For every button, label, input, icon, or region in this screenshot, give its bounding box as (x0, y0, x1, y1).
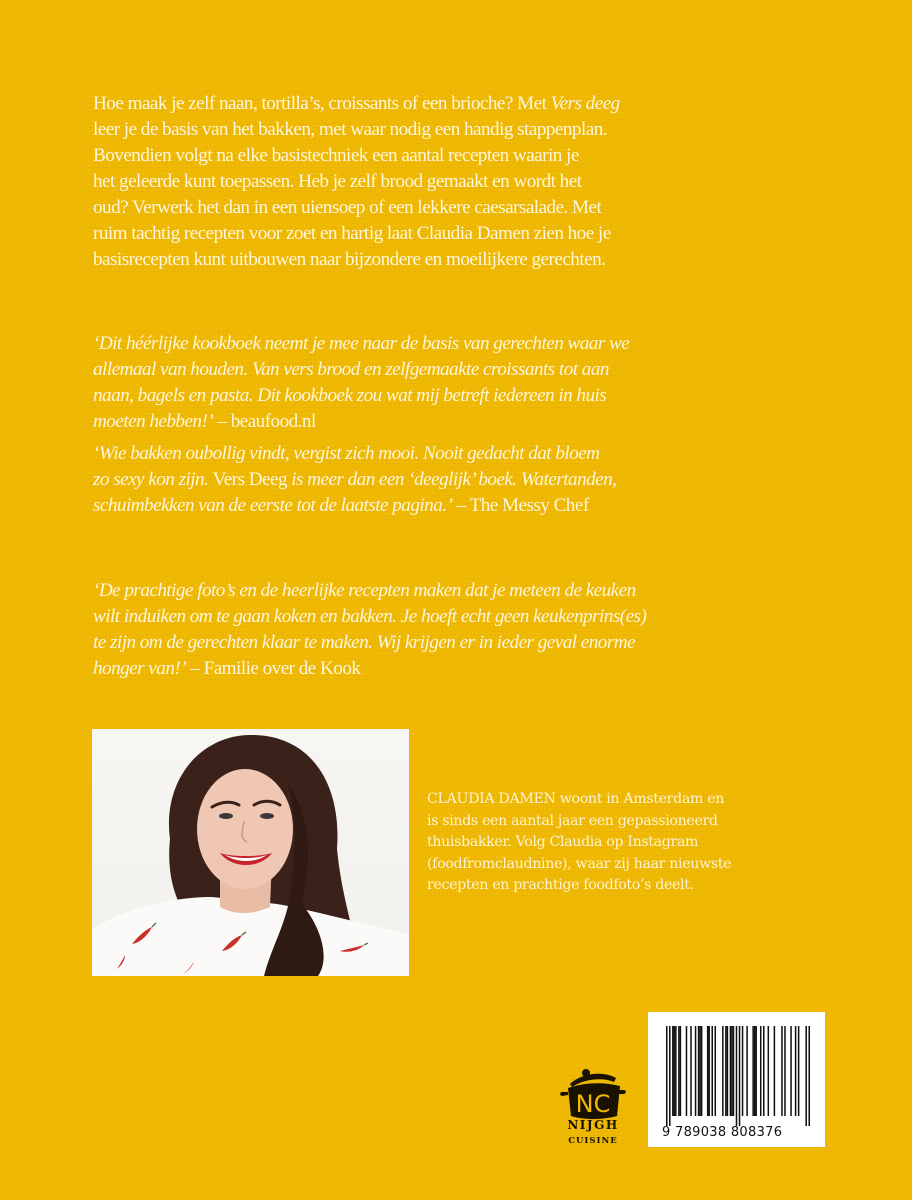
cooking-pot-icon (558, 1064, 628, 1120)
isbn-number: 9 789038 808376 (662, 1125, 783, 1140)
review-line: honger van!’ – Familie over de Kook (93, 658, 361, 679)
bio-line: is sinds een aantal jaar een gepassioneerd (427, 812, 718, 829)
blurb-line: het geleerde kunt toepassen. Heb je zelf brood gemaakt en wordt het (93, 171, 582, 192)
blurb-line: ruim tachtig recepten voor zoet en hartig laat Claudia Damen zien hoe je (93, 223, 611, 244)
review-line: zo sexy kon zijn. Vers Deeg is meer dan een ‘deeglijk’ boek. Watertanden, (93, 469, 617, 490)
review-beaufood (93, 331, 883, 435)
review-source: – beaufood.nl (213, 411, 316, 432)
portrait-illustration (92, 729, 409, 976)
review-line: naan, bagels en pasta. Dit kookboek zou wat mij betreft iedereen in huis (93, 385, 607, 406)
svg-text:NC: NC (575, 1090, 611, 1118)
bio-line: CLAUDIA DAMEN woont in Amsterdam en (427, 791, 725, 807)
review-line: ‘Wie bakken oubollig vindt, vergist zich mooi. Nooit gedacht dat bloem (93, 443, 600, 464)
barcode-bars-icon (666, 1026, 810, 1126)
bio-line: (foodfromclaudnine), waar zij haar nieuwste (427, 855, 732, 872)
review-line: schuimbekken van de eerste tot de laatste pagina.’ – The Messy Chef (93, 495, 589, 516)
review-source: – The Messy Chef (452, 495, 589, 516)
bio-line: thuisbakker. Volg Claudia op Instagram (427, 834, 699, 850)
author-bio (427, 789, 847, 897)
review-line: te zijn om de gerechten klaar te maken. Wij krijgen er in ieder geval enorme (93, 632, 636, 653)
review-messy-chef (93, 441, 883, 519)
author-photo (92, 729, 409, 976)
review-line: wilt induiken om te gaan koken en bakken. Je hoeft echt geen keukenprins(es) (93, 606, 647, 627)
publisher-name: NIJGH (567, 1118, 619, 1132)
review-line: moeten hebben!’ – beaufood.nl (93, 411, 316, 432)
blurb-intro (93, 91, 883, 273)
blurb-line: basisrecepten kunt uitbouwen naar bijzondere en moeilijkere gerechten. (93, 249, 606, 270)
review-source: – Familie over de Kook (186, 658, 361, 679)
blurb-line: Hoe maak je zelf naan, tortilla’s, croissants of een brioche? Met Vers deeg (93, 93, 620, 114)
blurb-line: Bovendien volgt na elke basistechniek een aantal recepten waarin je (93, 145, 579, 166)
review-familie-over-de-kook (93, 578, 883, 682)
review-line: ‘De prachtige foto’s en de heerlijke recepten maken dat je meteen de keuken (93, 580, 636, 601)
review-line: ‘Dit héérlijke kookboek neemt je mee naar de basis van gerechten waar we (93, 333, 630, 354)
publisher-imprint: CUISINE (568, 1136, 618, 1146)
blurb-line: leer je de basis van het bakken, met waar nodig een handig stappenplan. (93, 119, 607, 140)
review-line: allemaal van houden. Van vers brood en zelfgemaakte croissants tot aan (93, 359, 609, 380)
bio-line: recepten en prachtige foodfoto’s deelt. (427, 877, 694, 893)
publisher-logo (558, 1064, 628, 1164)
blurb-line: oud? Verwerk het dan in een uiensoep of een lekkere caesarsalade. Met (93, 197, 602, 218)
isbn-barcode (648, 1012, 825, 1147)
